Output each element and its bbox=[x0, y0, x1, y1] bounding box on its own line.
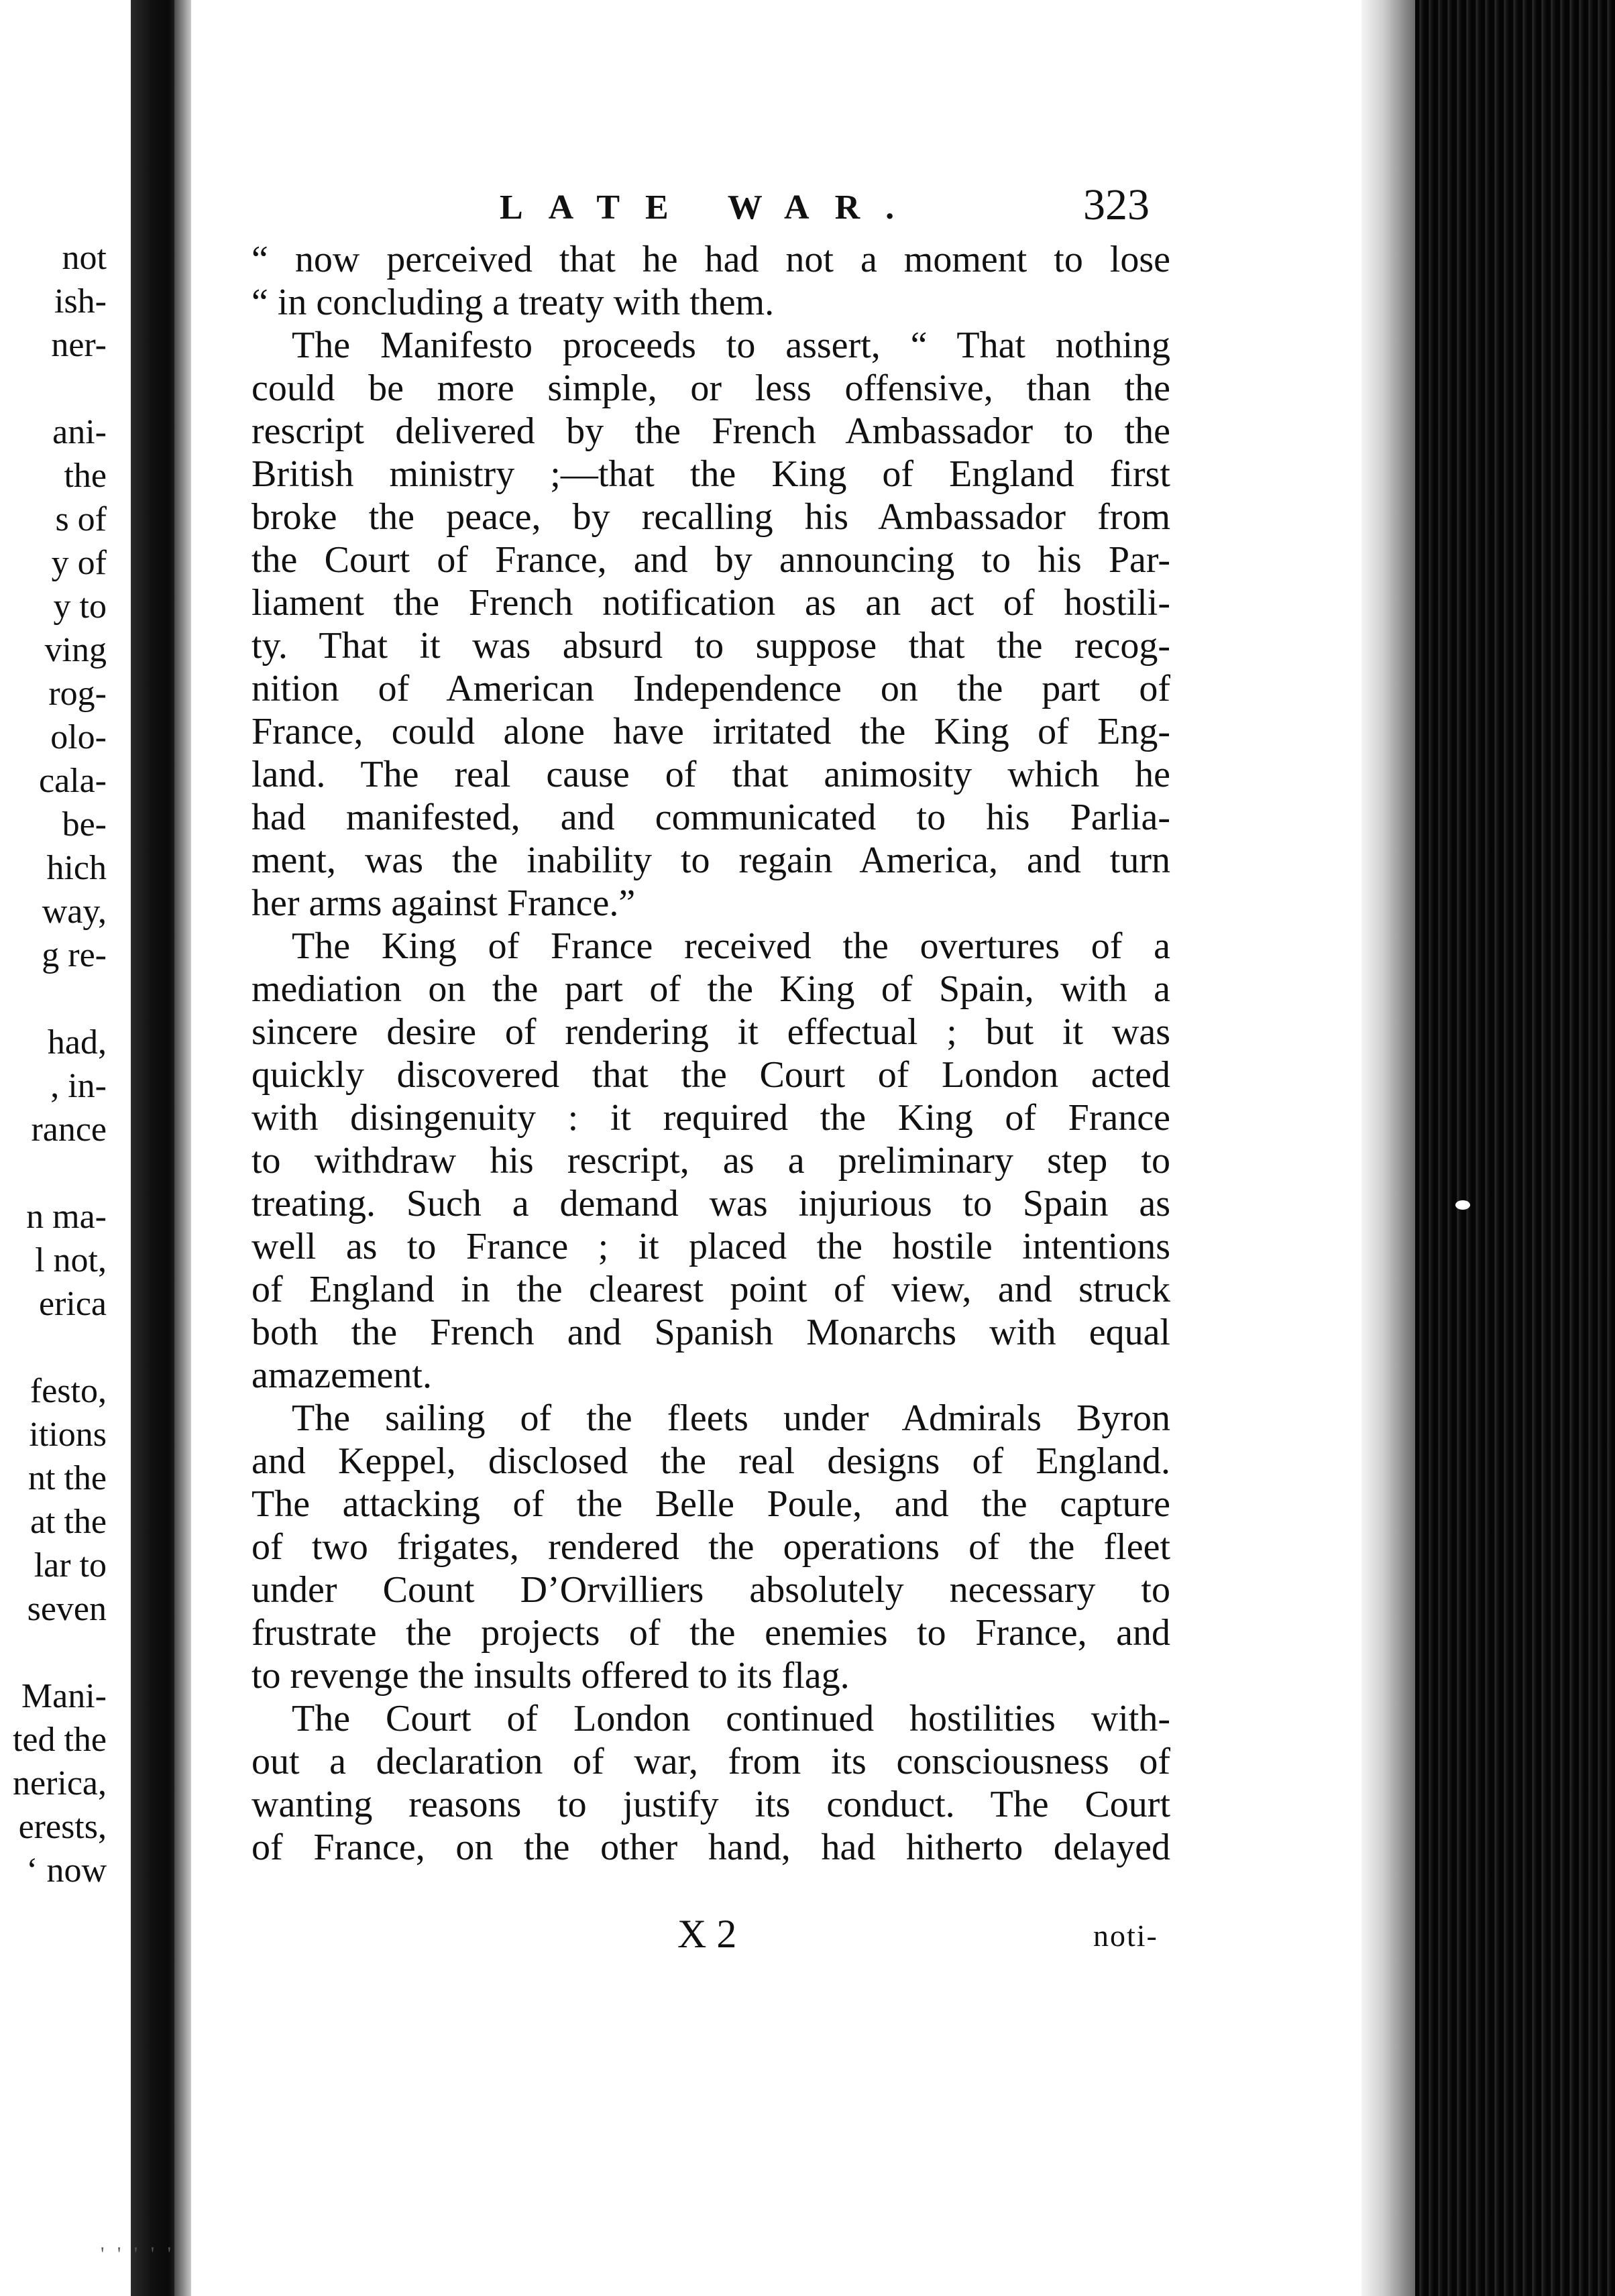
facing-page-fragment: way, bbox=[42, 893, 107, 931]
facing-page-fragment: lar to bbox=[34, 1546, 107, 1585]
catchword: noti- bbox=[1093, 1918, 1158, 1953]
text-line: wanting reasons to justify its conduct. The Court bbox=[252, 1784, 1170, 1825]
facing-page-fragment: ner- bbox=[51, 326, 107, 364]
text-line: to revenge the insults offered to its flag. bbox=[252, 1655, 850, 1697]
text-line: mediation on the part of the King of Spain, with a bbox=[252, 968, 1170, 1010]
text-line: The sailing of the fleets under Admirals Byron bbox=[292, 1397, 1170, 1439]
edge-mark bbox=[1455, 1200, 1470, 1210]
text-line: could be more simple, or less offensive, than the bbox=[252, 367, 1170, 409]
text-line: British ministry ;—that the King of England first bbox=[252, 453, 1170, 495]
facing-page-fragment: n ma- bbox=[26, 1198, 107, 1236]
text-line: of England in the clearest point of view, and struck bbox=[252, 1269, 1170, 1310]
facing-page-left bbox=[0, 0, 137, 2296]
text-line: of two frigates, rendered the operations of the fleet bbox=[252, 1526, 1170, 1568]
text-line: under Count D’Orvilliers absolutely necessary to bbox=[252, 1569, 1170, 1611]
facing-page-fragment: ted the bbox=[12, 1721, 107, 1759]
facing-page-fragment: nerica, bbox=[12, 1764, 107, 1802]
text-line: well as to France ; it placed the hostile intentions bbox=[252, 1226, 1170, 1267]
facing-page-fragment: Mani- bbox=[21, 1677, 107, 1715]
text-line: the Court of France, and by announcing to his Par- bbox=[252, 539, 1170, 581]
text-line: of France, on the other hand, had hitherto delayed bbox=[252, 1827, 1170, 1868]
facing-page-fragment: had, bbox=[47, 1023, 107, 1061]
facing-page-fragment: not bbox=[62, 239, 107, 277]
text-line: out a declaration of war, from its consciousness of bbox=[252, 1741, 1170, 1782]
facing-page-fragment: cala- bbox=[38, 762, 107, 800]
text-line: to withdraw his rescript, as a preliminary step to bbox=[252, 1140, 1170, 1182]
text-line: nition of American Independence on the part of bbox=[252, 668, 1170, 709]
text-line: frustrate the projects of the enemies to France, and bbox=[252, 1612, 1170, 1654]
text-line: The King of France received the overtures of a bbox=[292, 925, 1170, 967]
bottom-marks: ' ' ' ' ' bbox=[101, 2243, 176, 2265]
book-page-edges bbox=[1361, 0, 1615, 2296]
signature-mark: X 2 bbox=[677, 1912, 737, 1956]
facing-page-fragment: erica bbox=[38, 1285, 107, 1323]
facing-page-fragment: rance bbox=[31, 1110, 107, 1149]
facing-page-fragment: hich bbox=[46, 849, 107, 887]
text-line: land. The real cause of that animosity which he bbox=[252, 754, 1170, 795]
text-line: ty. That it was absurd to suppose that the recog- bbox=[252, 625, 1170, 667]
text-line: and Keppel, disclosed the real designs of England. bbox=[252, 1440, 1170, 1482]
facing-page-fragment: g re- bbox=[42, 936, 107, 974]
facing-page-fragment: y to bbox=[53, 587, 107, 626]
text-line: with disingenuity : it required the King of France bbox=[252, 1097, 1170, 1139]
text-line: amazement. bbox=[252, 1355, 432, 1396]
facing-page-fragment: festo, bbox=[30, 1372, 107, 1410]
text-line: “ in concluding a treaty with them. bbox=[252, 282, 775, 323]
facing-page-fragment: itions bbox=[29, 1416, 107, 1454]
page-edge-stripes bbox=[1415, 0, 1615, 2296]
text-line: both the French and Spanish Monarchs with equal bbox=[252, 1312, 1170, 1353]
text-line: her arms against France.” bbox=[252, 882, 636, 924]
facing-page-fragment: , in- bbox=[50, 1067, 107, 1105]
body-text bbox=[252, 238, 1170, 1869]
facing-page-fragment: be- bbox=[62, 805, 107, 844]
facing-page-fragment: l not, bbox=[35, 1241, 107, 1279]
text-line: The attacking of the Belle Poule, and the capture bbox=[252, 1483, 1170, 1525]
text-line: broke the peace, by recalling his Ambassador from bbox=[252, 496, 1170, 538]
facing-page-fragment: ving bbox=[44, 631, 107, 669]
facing-page-fragment: y of bbox=[51, 544, 107, 582]
text-line: treating. Such a demand was injurious to Spain as bbox=[252, 1183, 1170, 1224]
text-line: ment, was the inability to regain America, and turn bbox=[252, 840, 1170, 881]
facing-page-fragment: ‘ now bbox=[26, 1851, 107, 1890]
facing-page-fragment: at the bbox=[30, 1503, 107, 1541]
text-line: rescript delivered by the French Ambassador to the bbox=[252, 410, 1170, 452]
facing-page-text bbox=[0, 0, 137, 2296]
facing-page-fragment: nt the bbox=[28, 1459, 107, 1497]
text-line: France, could alone have irritated the King of Eng- bbox=[252, 711, 1170, 752]
page-number: 323 bbox=[1083, 180, 1150, 229]
text-line: sincere desire of rendering it effectual ; but it was bbox=[252, 1011, 1170, 1053]
facing-page-fragment: olo- bbox=[50, 718, 107, 756]
facing-page-fragment: the bbox=[64, 457, 107, 495]
facing-page-fragment: ish- bbox=[54, 282, 107, 321]
text-line: The Manifesto proceeds to assert, “ That nothing bbox=[292, 325, 1170, 366]
facing-page-fragment: erests, bbox=[18, 1808, 107, 1846]
text-line: liament the French notification as an act of hostili- bbox=[252, 582, 1170, 624]
facing-page-fragment: ani- bbox=[52, 413, 107, 451]
text-line: “ now perceived that he had not a moment to lose bbox=[252, 239, 1170, 280]
text-line: The Court of London continued hostilities with- bbox=[292, 1698, 1170, 1739]
running-head: LATE WAR. bbox=[500, 188, 920, 227]
gutter-shadow bbox=[174, 0, 193, 2296]
facing-page-fragment: s of bbox=[55, 500, 107, 538]
page-edge-highlight bbox=[1361, 0, 1415, 2296]
text-line: had manifested, and communicated to his Parlia- bbox=[252, 797, 1170, 838]
facing-page-fragment: seven bbox=[27, 1590, 107, 1628]
text-line: quickly discovered that the Court of London acted bbox=[252, 1054, 1170, 1096]
facing-page-fragment: rog- bbox=[48, 675, 107, 713]
